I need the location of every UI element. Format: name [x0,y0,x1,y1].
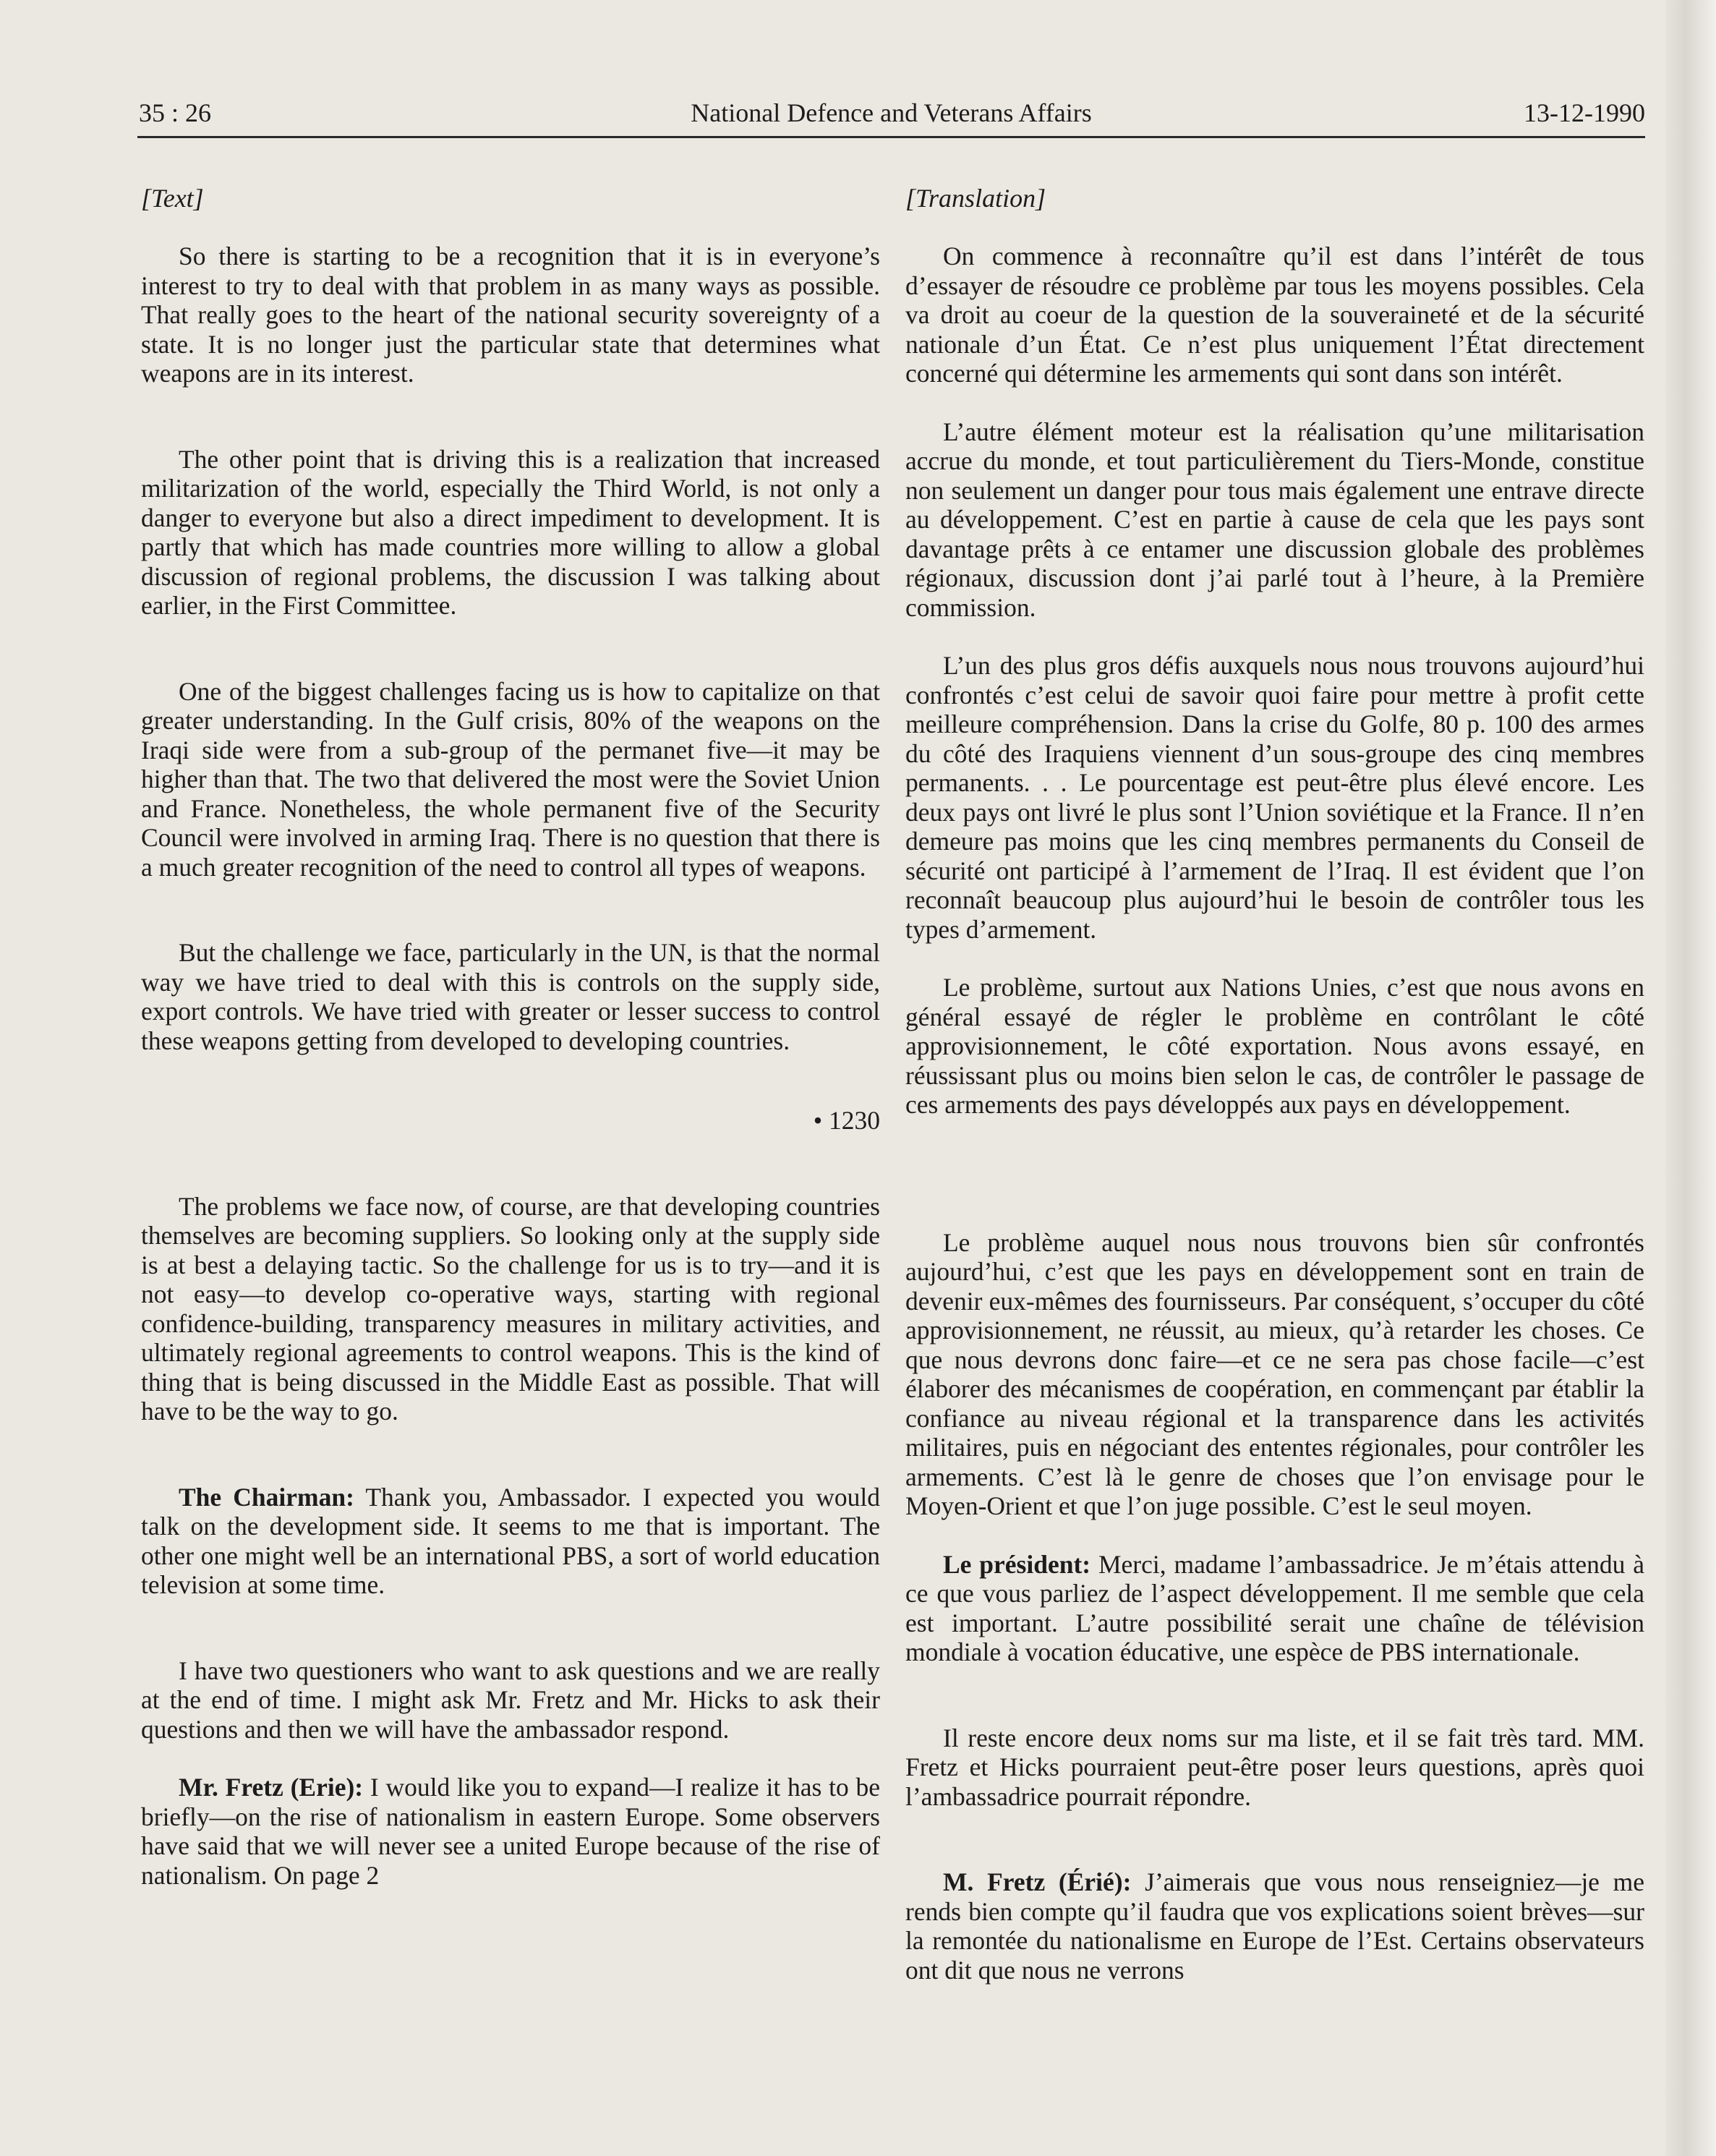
english-paragraph-5: The problems we face now, of course, are that developing countries themselves are becoming suppliers. So looking only at the supply side is at best a delaying tactic. So the challenge for us is to try—and it is not easy—to develop co-operative ways, starting with regional confidence-building, transparency measures in military activities, and ultimately regional agreements to control weapons. This is the kind of thing that is being discussed in the Middle East as possible. That will have to be the way to go. [141,1191,880,1426]
french-president-remark [905,1550,1644,1667]
french-paragraph-1: On commence à reconnaître qu’il est dans l’intérêt de tous d’essayer de résoudre ce problème par tous les moyens possibles. Cela va droit au coeur de la question de la souveraineté et de la sécurité nationale d’un État. Ce n’est plus uniquement l’État directement concerné qui détermine les armements qui sont dans son intérêt. [905,242,1644,388]
speech-text: I would like you to expand—I realize it has to be briefly—on the rise of nationalism in eastern Europe. Some observers have said that we will never see a united Europe because of the rise of nationalism. On page 2 [141,1773,880,1890]
publication-date: 13-12-1990 [1524,98,1645,127]
speaker-name: M. Fretz (Érié): [943,1867,1132,1896]
page-header [137,94,1645,138]
speaker-name: The Chairman: [179,1482,354,1512]
french-paragraph-2: L’autre élément moteur est la réalisation qu’une militarisation accrue du monde, et tout particulièrement du Tiers-Monde, constitue non seulement un danger pour tous mais également une entrave directe au développement. C’est en partie à cause de cela que les pays sont davantage prêts à ce entamer une discussion globale des problèmes régionaux, discussion dont j’ai parlé tout à l’heure, à la Première commission. [905,417,1644,622]
speaker-name: Mr. Fretz (Erie): [179,1773,364,1802]
french-paragraph-3: L’un des plus gros défis auxquels nous nous trouvons aujourd’hui confrontés c’est celui de savoir quoi faire pour mettre à profit cette meilleure compréhension. Dans la crise du Golfe, 80 p. 100 des armes du côté des Iraquiens viennent d’un sous-groupe des cinq membres permanents. . . Le pourcentage est peut-être plus élevé encore. Les deux pays ont livré le plus sont l’Union soviétique et la France. Il n’en demeure pas moins que les cinq membres permanents du Conseil de sécurité ont participé à l’armement de l’Iraq. Il est évident que l’on reconnaît beaucoup plus aujourd’hui le besoin de contrôler tous les types d’armement. [905,651,1644,944]
french-paragraph-7: Il reste encore deux noms sur ma liste, et il se fait très tard. MM. Fretz et Hicks pourraient peut-être poser leurs questions, après quoi l’ambassadrice pourrait répondre. [905,1723,1644,1811]
english-paragraph-2: The other point that is driving this is a realization that increased militarization of the world, especially the Third World, is not only a danger to everyone but also a direct impediment to development. It is partly that which has made countries more willing to allow a global discussion of regional problems, the discussion I was talking about earlier, in the First Committee. [141,444,880,620]
speech-text: J’aimerais que vous nous renseigniez—je me rends bien compte qu’il faudra que vos explications soient brèves—sur la remontée du nationalisme en Europe de l’Est. Certains observateurs ont dit que nous ne verrons [905,1867,1645,1985]
english-paragraph-7: I have two questioners who want to ask questions and we are really at the end of time. I might ask Mr. Fretz and Mr. Hicks to ask their questions and then we will have the ambassador respond. [141,1656,880,1744]
speech-text: Thank you, Ambassador. I expected you would talk on the development side. It seems to me that is important. The other one might well be an international PBS, a sort of world education television at some time. [141,1482,881,1599]
speaker-name: Le président: [943,1549,1091,1579]
english-paragraph-1: So there is starting to be a recognition that it is in everyone’s interest to try to deal with that problem in as many ways as possible. That really goes to the heart of the national security sovereignty of a state. It is no longer just the particular state that determines what weapons are in its interest. [141,242,880,388]
french-column [905,182,1644,1985]
publication-title: National Defence and Veterans Affairs [691,98,1092,127]
french-fretz-remark [905,1867,1644,1985]
french-paragraph-4: Le problème, surtout aux Nations Unies, c’est que nous avons en général essayé de régler le problème en contrôlant le côté approvisionnement, le côté exportation. Nous avons essayé, en réussissant plus ou moins bien selon le cas, de contrôler le passage de ces armements des pays développés aux pays en développement. [905,973,1644,1119]
scan-edge [1665,0,1716,2156]
speech-text: Merci, madame l’ambassadrice. Je m’étais attendu à ce que vous parliez de l’aspect développement. Il me semble que cela est important. L’autre possibilité serait une chaîne de télévision mondiale à vocation éducative, une espèce de PBS internationale. [905,1549,1645,1666]
time-marker: • 1230 [813,1106,880,1135]
english-paragraph-3: One of the biggest challenges facing us is how to capitalize on that greater understanding. In the Gulf crisis, 80% of the weapons on the Iraqi side were from a sub-group of the permanet five—it may be higher than that. The two that delivered the most were the Soviet Union and France. Nonetheless, the whole permanent five of the Security Council were involved in arming Iraq. There is no question that there is a much greater recognition of the need to control all types of weapons. [141,676,880,882]
english-chairman-remark [141,1483,880,1600]
french-column-label: [Translation] [905,184,1046,213]
page-number: 35 : 26 [139,98,212,127]
english-column-label: [Text] [141,184,204,213]
english-fretz-remark [141,1773,880,1890]
english-column [141,182,880,1890]
french-paragraph-5: Le problème auquel nous nous trouvons bien sûr confrontés aujourd’hui, c’est que les pays en développement sont en train de devenir eux-mêmes des fournisseurs. Par conséquent, s’occuper du côté approvisionnement, ne réussit, au mieux, qu’à retarder les choses. Ce que nous devrons donc faire—et ce ne sera pas chose facile—c’est élaborer des mécanismes de coopération, en commençant par établir la confiance au niveau régional et la transparence dans les activités militaires, puis en négociant des ententes régionales, pour contrôler les armements. C’est là le genre de choses que l’on envisage pour le Moyen-Orient et que l’on juge possible. C’est le seul moyen. [905,1227,1644,1520]
english-paragraph-4: But the challenge we face, particularly in the UN, is that the normal way we have tried to deal with this is controls on the supply side, export controls. We have tried with greater or lesser success to control these weapons getting from developed to developing countries. [141,938,880,1055]
